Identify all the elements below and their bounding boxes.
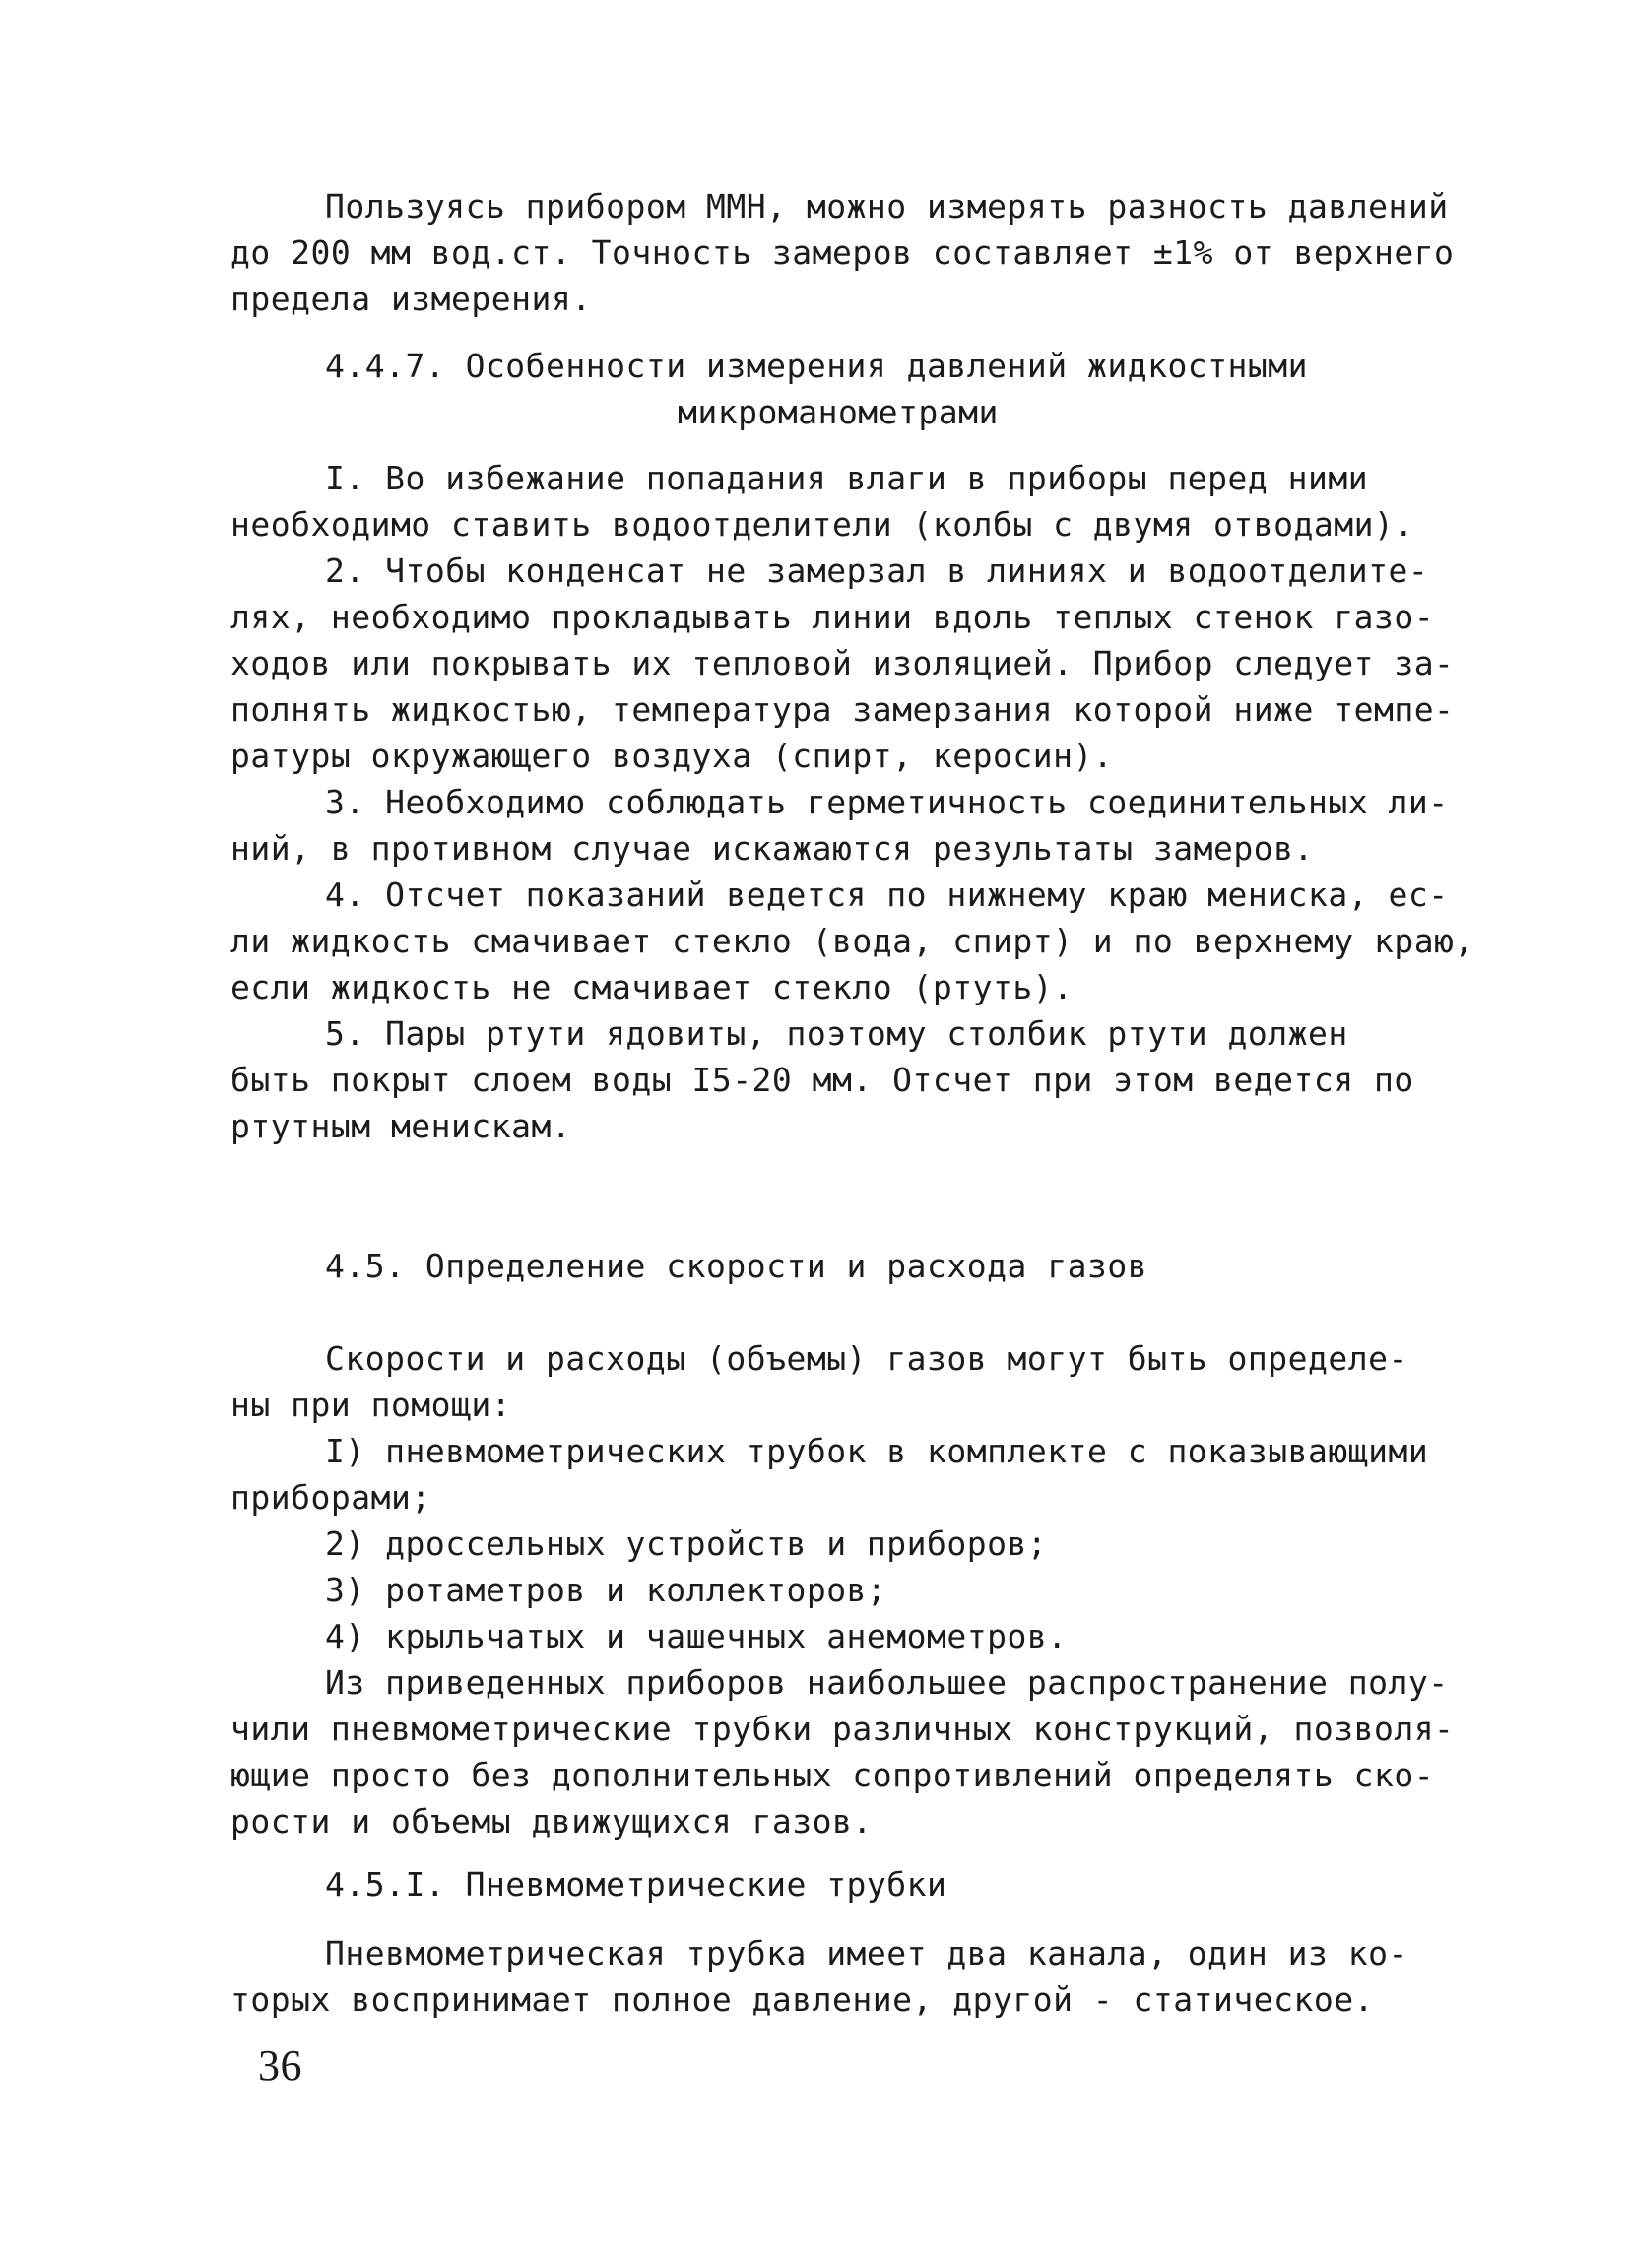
section-heading-4-4-7 [230, 343, 1399, 435]
list-item-5 [230, 1010, 1414, 1149]
heading-line: 4.5. Определение скорости и расхода газов [325, 1247, 1148, 1285]
text-line: 2. Чтобы конденсат не замерзал в линиях и водоотделите- [325, 551, 1429, 590]
list-item-2 [230, 548, 1455, 779]
text-line: ртутным менискам. [230, 1107, 572, 1145]
text-line: Пользуясь прибором ММН, можно измерять разность давлений [325, 187, 1449, 226]
text-line: 3. Необходимо соблюдать герметичность соединительных ли- [325, 783, 1449, 821]
section-heading-4-5-1 [230, 1861, 1399, 1908]
page-number: 36 [258, 2041, 302, 2090]
text-line: Пневмометрическая трубка имеет два канала, один из ко- [325, 1934, 1408, 1973]
paragraph-devices [230, 1659, 1455, 1845]
text-line: приборами; [230, 1478, 431, 1517]
text-line: Из приведенных приборов наибольшее распространение полу- [325, 1663, 1449, 1702]
list-item: 2) дроссельных устройств и приборов; [325, 1524, 1048, 1563]
text-line: Скорости и расходы (объемы) газов могут быть определе- [325, 1339, 1408, 1378]
text-line: ний, в противном случае искажаются результаты замеров. [230, 829, 1314, 868]
list-item-1 [230, 455, 1414, 548]
text-line: лях, необходимо прокладывать линии вдоль теплых стенок газо- [230, 598, 1435, 636]
paragraph-tube [230, 1930, 1408, 2023]
heading-line: 4.5.I. Пневмометрические трубки [325, 1865, 947, 1904]
text-line: полнять жидкостью, температура замерзания которой ниже темпе- [230, 690, 1455, 729]
text-line: ны при помощи: [230, 1386, 512, 1424]
text-line: если жидкость не смачивает стекло (ртуть). [230, 968, 1074, 1006]
text-line: необходимо ставить водоотделители (колбы с двумя отводами). [230, 505, 1414, 544]
list-item: 3) ротаметров и коллекторов; [325, 1571, 887, 1609]
paragraph-speed [230, 1335, 1408, 1428]
list-item-4 [230, 872, 1474, 1010]
heading-line: 4.4.7. Особенности измерения давлений жидкостными [325, 347, 1309, 385]
text-line: ходов или покрывать их тепловой изоляцией. Прибор следует за- [230, 644, 1455, 682]
text-line: до 200 мм вод.ст. Точность замеров составляет ±1% от верхнего [230, 233, 1455, 272]
text-line: 4. Отсчет показаний ведется по нижнему краю мениска, ес- [325, 875, 1449, 914]
text-line: 5. Пары ртути ядовиты, поэтому столбик ртути должен [325, 1014, 1348, 1053]
list-item: 4) крыльчатых и чашечных анемометров. [325, 1617, 1068, 1655]
text-line: чили пневмометрические трубки различных конструкций, позволя- [230, 1710, 1455, 1748]
text-line: быть покрыт слоем воды I5-20 мм. Отсчет при этом ведется по [230, 1061, 1414, 1099]
text-line: ющие просто без дополнительных сопротивлений определять ско- [230, 1756, 1435, 1794]
list-item: I) пневмометрических трубок в комплекте с показывающими [325, 1432, 1429, 1470]
paragraph-mmn [230, 183, 1455, 322]
list-item-3 [230, 779, 1449, 872]
text-line: предела измерения. [230, 280, 592, 318]
text-line: ратуры окружающего воздуха (спирт, керосин). [230, 737, 1114, 775]
text-line: I. Во избежание попадания влаги в приборы перед ними [325, 459, 1369, 497]
text-line: ли жидкость смачивает стекло (вода, спирт) и по верхнему краю, [230, 922, 1474, 960]
heading-line: микроманометрами [678, 393, 999, 431]
text-line: торых воспринимает полное давление, другой - статическое. [230, 1980, 1374, 2019]
device-list [230, 1428, 1429, 1659]
text-line: рости и объемы движущихся газов. [230, 1802, 873, 1841]
section-heading-4-5 [230, 1243, 1399, 1289]
